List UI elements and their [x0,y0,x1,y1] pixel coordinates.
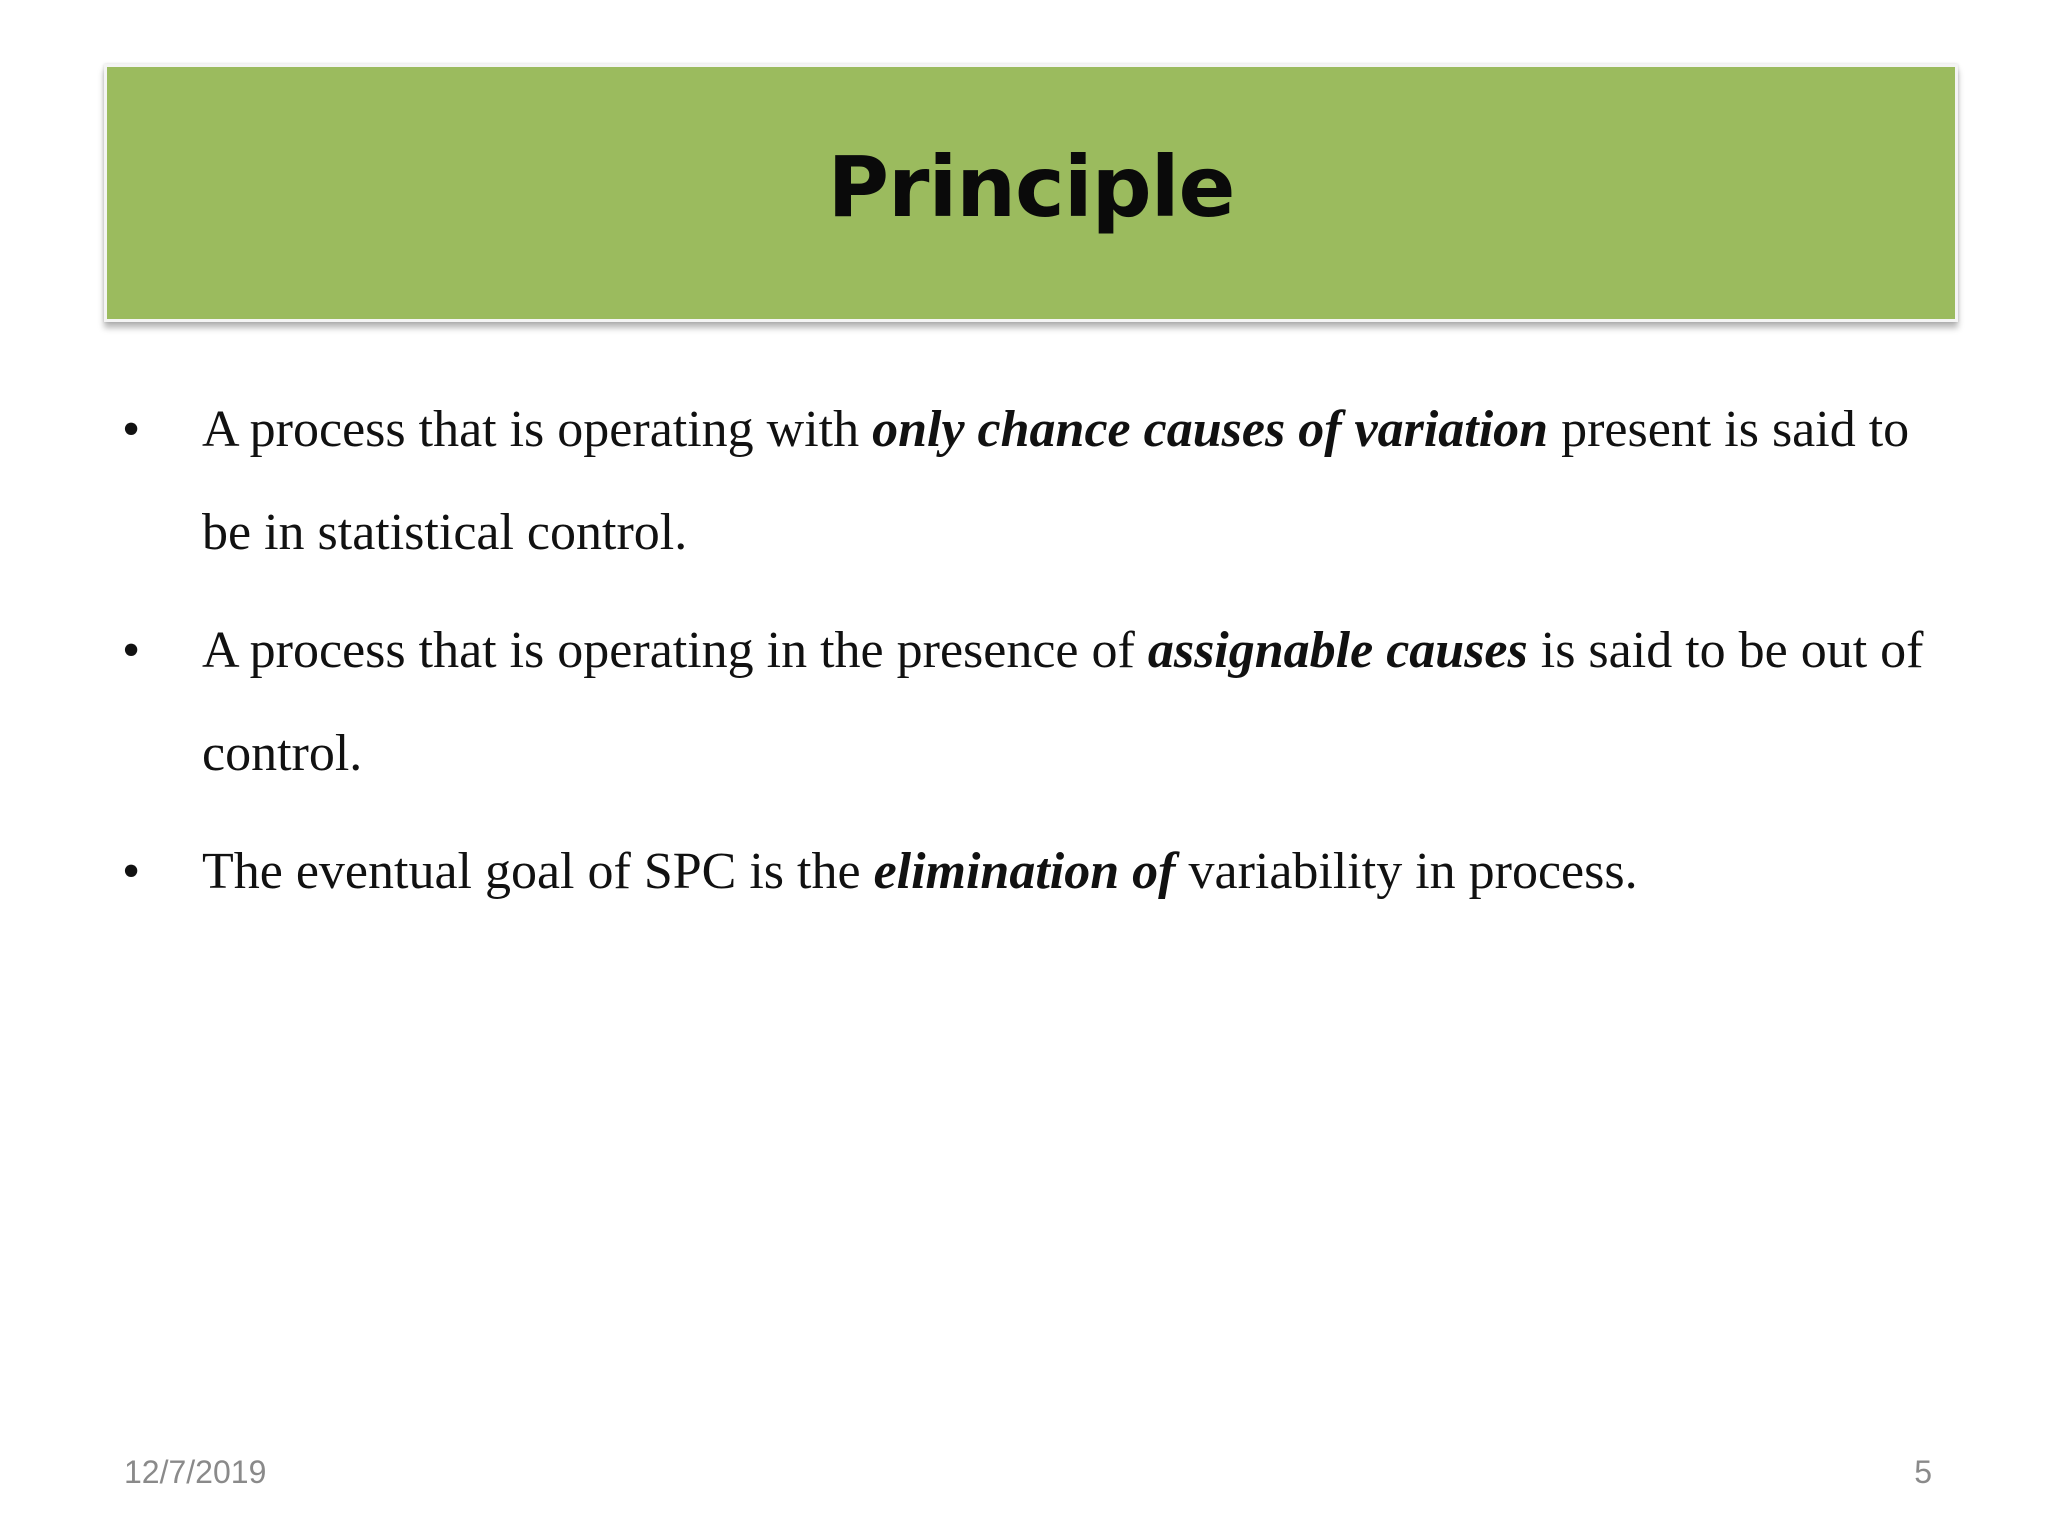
bullet-emphasis: elimination of [873,843,1176,900]
bullet-list [120,378,1940,938]
bullet-text: is said to be out of control. [202,622,1924,782]
bullet-item [120,599,1940,805]
title-banner [104,64,1958,322]
bullet-text: A process that is operating with [202,401,873,458]
footer-date: 12/7/2019 [124,1454,267,1490]
page-number: 5 [1914,1454,1932,1490]
slide-title: Principle [827,138,1235,236]
bullet-item [120,820,1940,923]
bullet-emphasis: assignable causes [1147,622,1528,679]
bullet-marker: • [122,622,141,679]
bullet-item [120,378,1940,584]
bullet-text: present is said to be in statistical control. [202,401,1910,561]
bullet-marker: • [122,401,141,458]
bullet-text: variability in process. [1175,843,1638,900]
bullet-text: A process that is operating in the presence of [202,622,1148,679]
bullet-text: The eventual goal of SPC is the [202,843,874,900]
bullet-emphasis: only chance causes of variation [872,401,1549,458]
bullet-marker: • [122,843,141,900]
